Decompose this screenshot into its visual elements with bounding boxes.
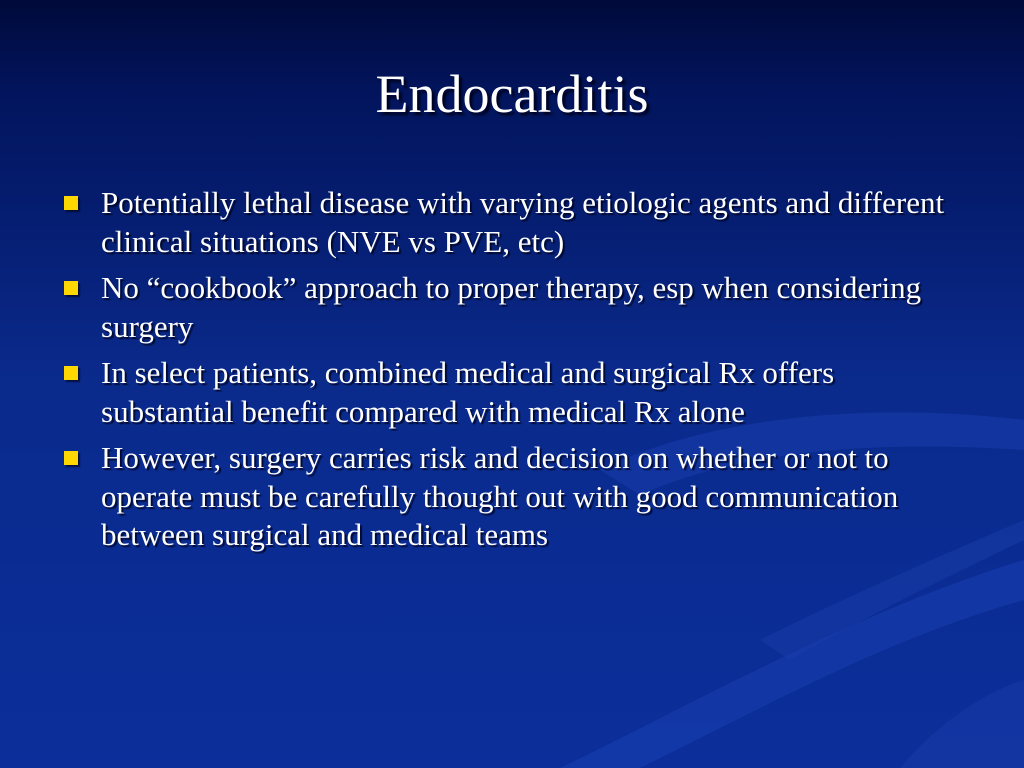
square-bullet-icon <box>64 281 78 295</box>
bullet-item <box>62 354 962 431</box>
bullet-list <box>62 184 962 563</box>
bullet-text: No “cookbook” approach to proper therapy, esp when considering surgery <box>101 270 922 344</box>
square-bullet-icon <box>64 451 78 465</box>
bullet-text: In select patients, combined medical and surgical Rx offers substantial benefit compared with medical Rx alone <box>101 355 835 429</box>
bullet-item <box>62 439 962 555</box>
slide-title: Endocarditis <box>375 64 649 124</box>
square-bullet-icon <box>64 196 78 210</box>
square-bullet-icon <box>64 366 78 380</box>
bullet-text: Potentially lethal disease with varying etiologic agents and different clinical situations (NVE vs PVE, etc) <box>101 185 945 259</box>
bullet-text: However, surgery carries risk and decision on whether or not to operate must be carefully thought out with good communication between surgical and medical teams <box>101 440 899 552</box>
bullet-item <box>62 269 962 346</box>
bullet-item <box>62 184 962 261</box>
